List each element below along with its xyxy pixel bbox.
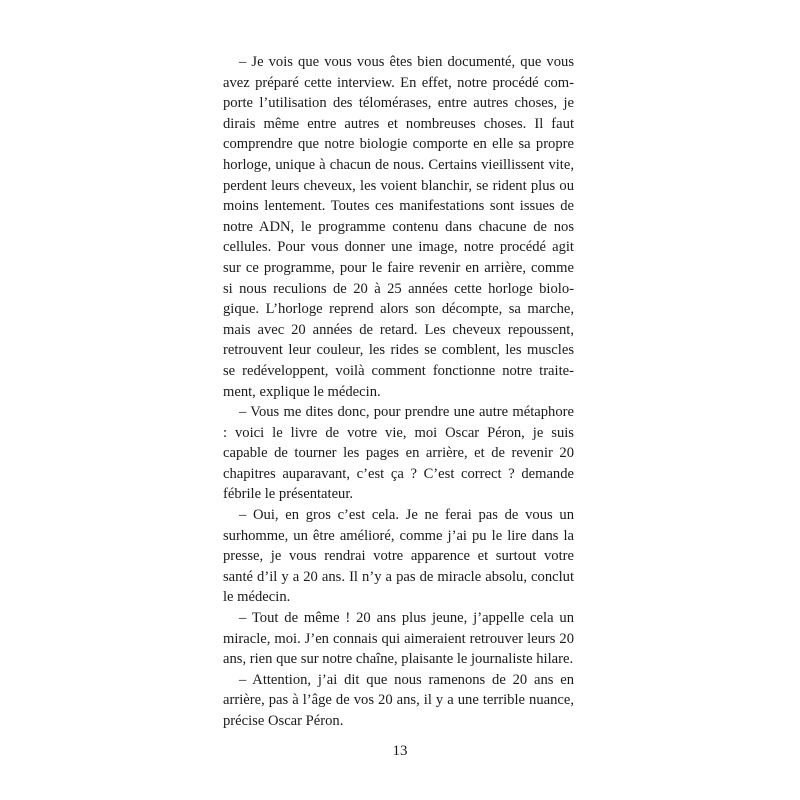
paragraph-1: – Je vois que vous vous êtes bien documenté, que vous avez préparé cette interview. En effet, notre procédé comporte l’utilisation des télomérases, entre autres choses, je dirais même entre autres et nombreuses choses. Il faut comprendre que notre biologie comporte en elle sa propre horloge, unique à chacun de nous. Certains vieillissent vite, perdent leurs cheveux, les voient blanchir, se rident plus ou moins lentement. Toutes ces manifestations sont issues de notre ADN, le programme contenu dans chacune de nos cellules. Pour vous donner une image, notre procédé agit sur ce programme, pour le faire revenir en arrière, comme si nous reculions de 20 à 25 années cette horloge biologique. L’horloge reprend alors son décompte, sa marche, mais avec 20 années de retard. Les cheveux repoussent, retrouvent leur couleur, les rides se comblent, les muscles se redéveloppent, voilà comment fonctionne notre traitement, explique le médecin. xyxy=(223,54,574,400)
body-text xyxy=(223,52,574,732)
paragraph-2: – Vous me dites donc, pour prendre une autre métaphore : voici le livre de votre vie, moi Oscar Péron, je suis capable de tourner les pages en arrière, et de revenir 20 chapitres auparavant, c’est ça ? C’est correct ? demande fébrile le présentateur. xyxy=(223,404,574,503)
paragraph-4: – Tout de même ! 20 ans plus jeune, j’appelle cela un miracle, moi. J’en connais qui aimeraient retrouver leurs 20 ans, rien que sur notre chaîne, plaisante le journaliste hilare. xyxy=(223,610,574,668)
paragraph-5: – Attention, j’ai dit que nous ramenons de 20 ans en arrière, pas à l’âge de vos 20 ans, il y a une terrible nuance, précise Oscar Péron. xyxy=(223,671,574,729)
paragraph-3: – Oui, en gros c’est cela. Je ne ferai pas de vous un surhomme, un être amélioré, comme j’ai pu le lire dans la presse, je vous rendrai votre apparence et surtout votre santé d’il y a 20 ans. Il n’y a pas de miracle absolu, conclut le médecin. xyxy=(223,507,574,606)
page-number: 13 xyxy=(392,743,408,759)
